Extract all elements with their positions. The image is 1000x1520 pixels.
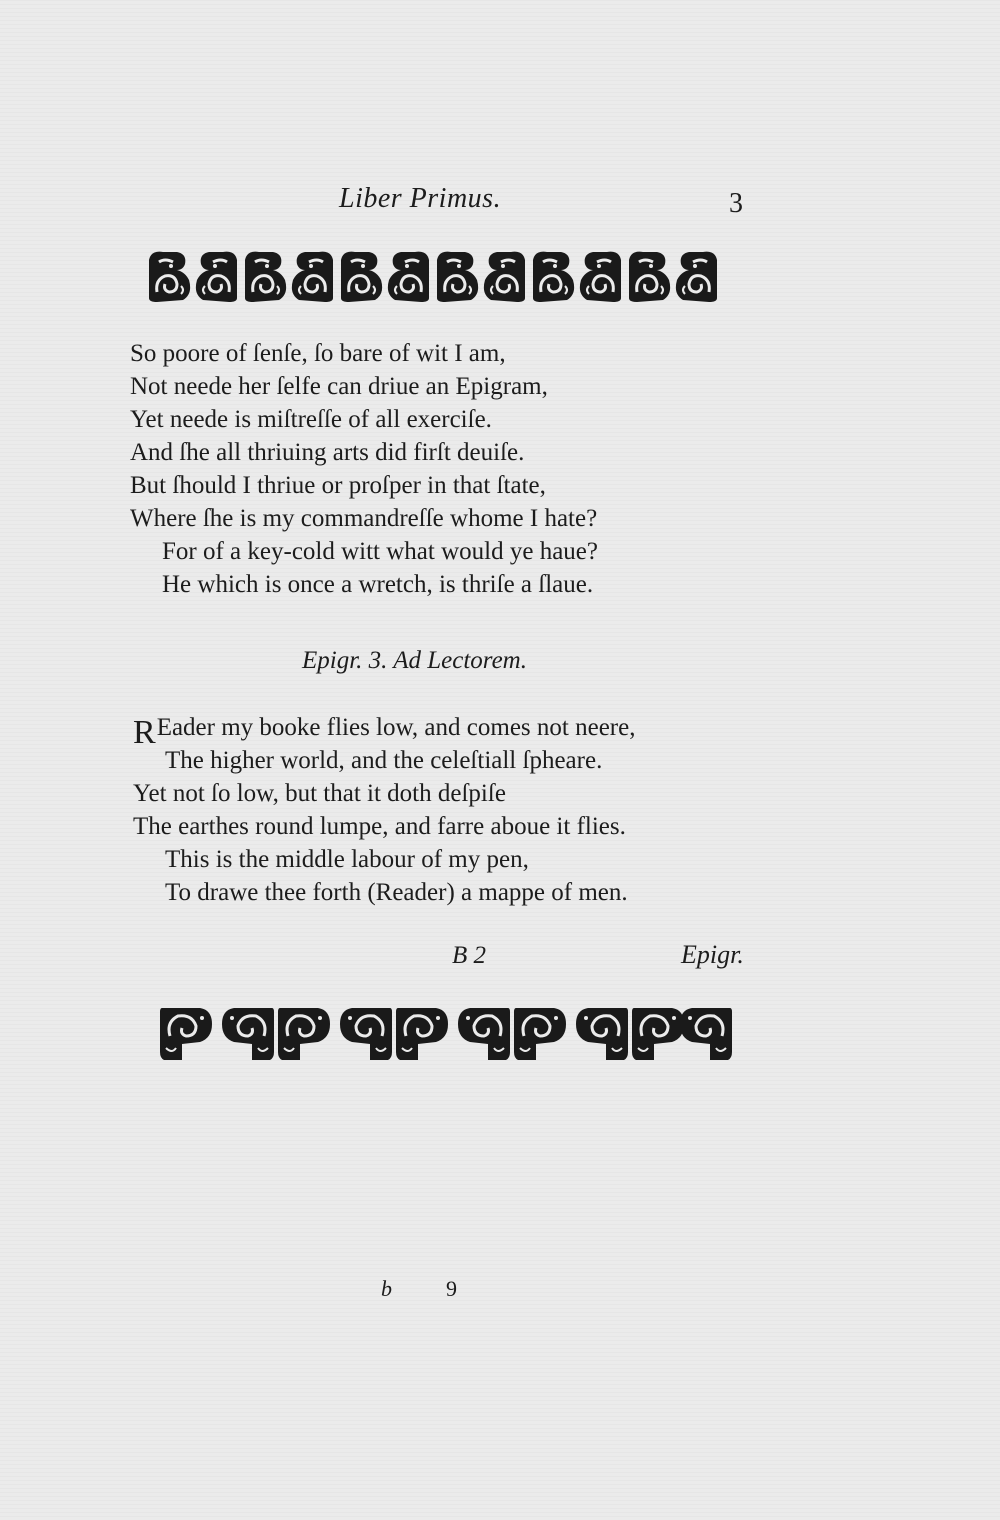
catchword: Epigr. <box>681 940 744 969</box>
signature-mark: B 2 <box>452 942 487 969</box>
verse-line: So poore of ſenſe, ſo bare of wit I am, <box>130 340 506 367</box>
poem-two <box>133 711 635 909</box>
bottom-ornament-band <box>158 1002 736 1066</box>
ornament-svg-top <box>147 246 724 306</box>
page-number: 3 <box>729 188 743 219</box>
print-letter: b <box>381 1276 392 1301</box>
verse-line: This is the middle labour of my pen, <box>165 846 529 873</box>
verse-line: And ſhe all thriuing arts did firſt deuiſe. <box>130 439 525 466</box>
verse-line: Not neede her ſelfe can driue an Epigram, <box>130 373 548 400</box>
poem-one <box>130 337 598 601</box>
verse-line: The earthes round lumpe, and farre aboue it flies. <box>133 813 626 840</box>
verse-line: Yet neede is miſtreſſe of all exerciſe. <box>130 406 492 433</box>
verse-line: But ſhould I thriue or proſper in that ſtate, <box>130 472 546 499</box>
top-ornament-band <box>147 246 724 306</box>
verse-line: For of a key-cold witt what would ye haue? <box>162 538 598 565</box>
print-number: 9 <box>446 1276 457 1301</box>
verse-line: The higher world, and the celeſtiall ſpheare. <box>165 747 603 774</box>
drop-cap: R <box>133 714 156 751</box>
verse-line: He which is once a wretch, is thriſe a ſlaue. <box>162 571 594 598</box>
verse-line: Yet not ſo low, but that it doth deſpiſe <box>133 780 506 807</box>
running-title: Liber Primus. <box>339 183 502 214</box>
epigram-title: Epigr. 3. Ad Lectorem. <box>302 647 527 674</box>
verse-line: Where ſhe is my commandreſſe whome I hate? <box>130 505 598 532</box>
ornament-svg-bottom <box>158 1002 736 1066</box>
verse-first-line-text: Eader my booke flies low, and comes not neere, <box>156 714 636 741</box>
verse-line: To drawe thee forth (Reader) a mappe of men. <box>165 879 628 906</box>
verse-first-line <box>133 711 636 751</box>
